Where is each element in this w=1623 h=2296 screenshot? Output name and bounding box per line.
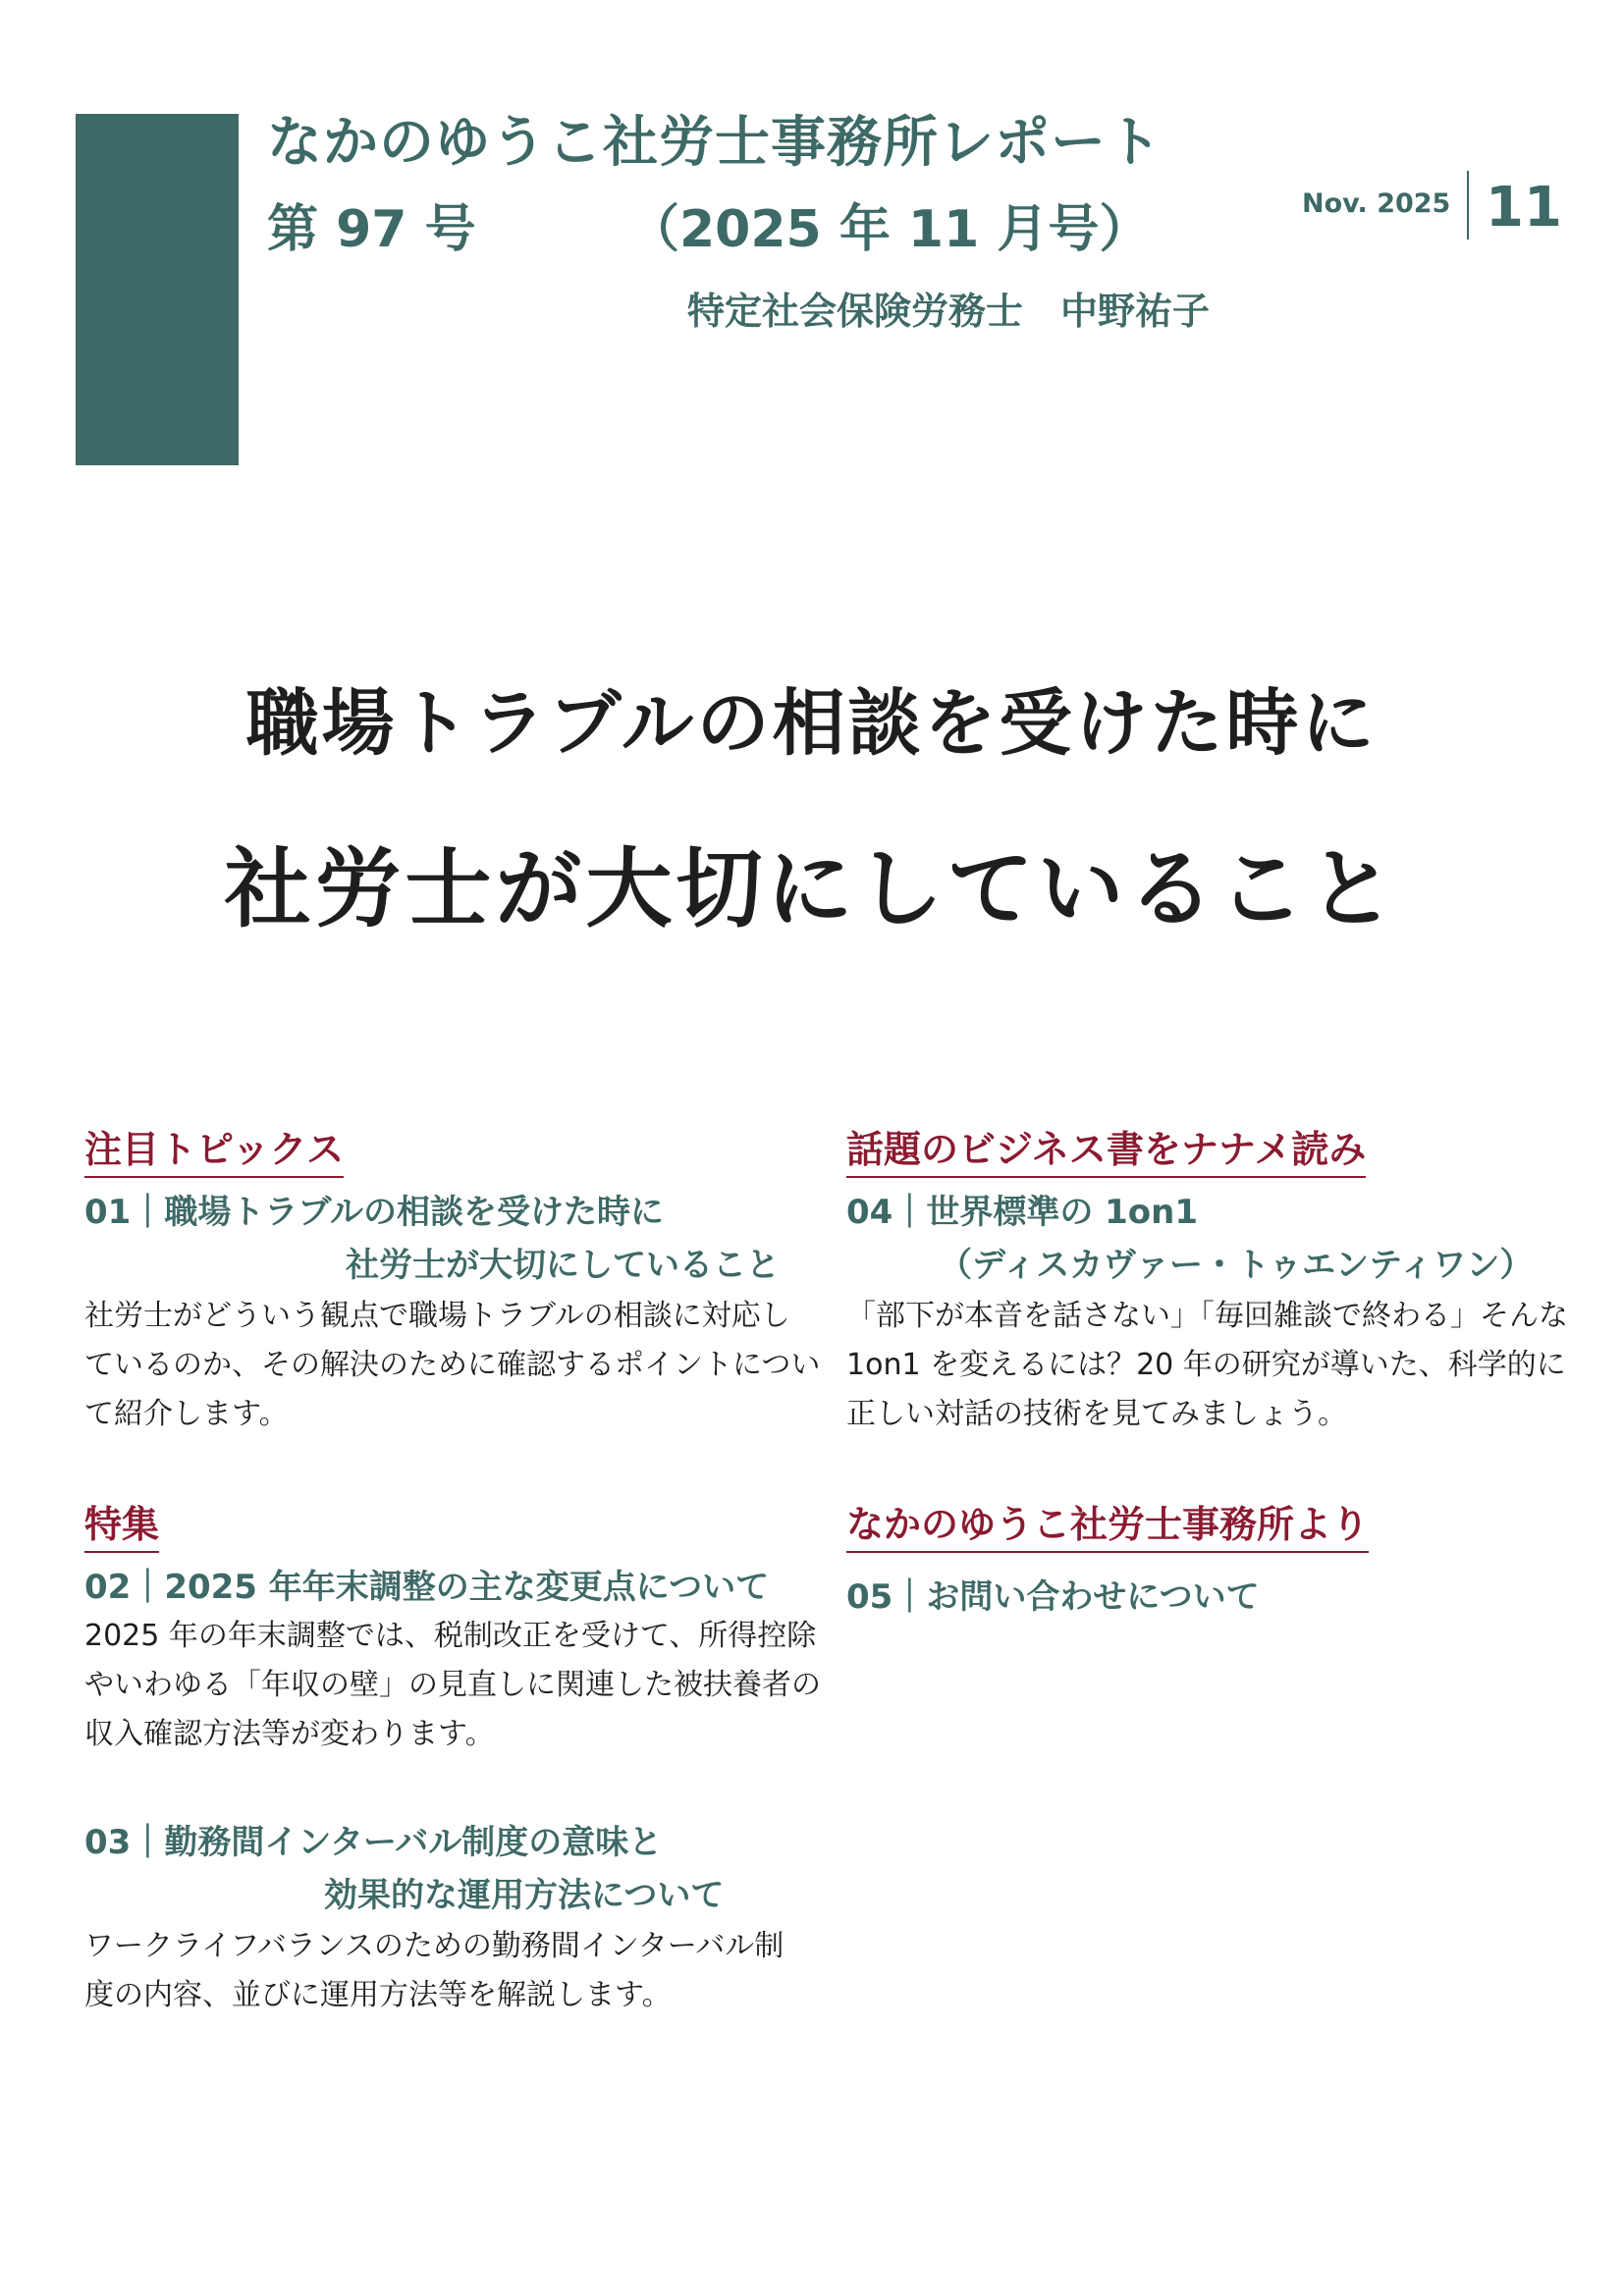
author-name: 特定社会保険労務士 中野祐子	[687, 290, 1211, 333]
header-divider	[1467, 171, 1469, 240]
month-number: 11	[1486, 176, 1562, 240]
item-01-body-line-1: 社労士がどういう観点で職場トラブルの相談に対応し	[84, 1299, 790, 1333]
item-03-title-line-2: 効果的な運用方法について	[324, 1876, 725, 1915]
headline-line-2: 社労士が大切にしていること	[224, 838, 1399, 939]
headline-line-1: 職場トラブルの相談を受けた時に	[245, 681, 1378, 766]
item-04-body-line-1: 「部下が本音を話さない」「毎回雑談で終わる」そんな	[846, 1299, 1568, 1333]
item-03-body-line-1: ワークライフバランスのための勤務間インターバル制	[84, 1929, 784, 1963]
item-02-body-line-2: やいわゆる「年収の壁」の見直しに関連した被扶養者の	[84, 1668, 821, 1702]
section-heading-topics: 注目トピックス	[84, 1131, 344, 1178]
item-05-title: 05｜お問い合わせについて	[846, 1577, 1260, 1617]
item-03-title-line-1: 03｜勤務間インターバル制度の意味と	[84, 1823, 663, 1862]
item-01-title-line-1: 01｜職場トラブルの相談を受けた時に	[84, 1193, 664, 1232]
item-01-title-line-2: 社労士が大切にしていること	[346, 1246, 780, 1285]
item-03-body-line-2: 度の内容、並びに運用方法等を解説します。	[84, 1978, 672, 2012]
item-02-body-line-1: 2025 年の年末調整では、税制改正を受けて、所得控除	[84, 1619, 817, 1653]
issue-date: （2025 年 11 月号）	[628, 200, 1151, 259]
item-04-title-line-1: 04｜世界標準の 1on1	[846, 1193, 1199, 1232]
section-heading-office: なかのゆうこ社労士事務所より	[846, 1506, 1369, 1553]
item-01-body-line-2: ているのか、その解決のために確認するポイントについ	[84, 1348, 821, 1382]
item-02-title: 02｜2025 年年末調整の主な変更点について	[84, 1568, 770, 1607]
item-02-body-line-3: 収入確認方法等が変わります。	[84, 1717, 495, 1751]
issue-number: 第 97 号	[267, 200, 476, 259]
item-04-body-line-2: 1on1 を変えるには？20 年の研究が導いた、科学的に	[846, 1348, 1566, 1382]
section-heading-feature: 特集	[84, 1506, 159, 1553]
item-04-title-line-2: （ディスカヴァー・トゥエンティワン）	[939, 1246, 1534, 1285]
item-04-body-line-3: 正しい対話の技術を見てみましょう。	[846, 1397, 1347, 1431]
item-01-body-line-3: て紹介します。	[84, 1397, 289, 1431]
newsletter-title: なかのゆうこ社労士事務所レポート	[267, 111, 1163, 175]
month-label: Nov. 2025	[1302, 188, 1451, 219]
header-accent-block	[76, 114, 239, 465]
section-heading-books: 話題のビジネス書をナナメ読み	[846, 1131, 1366, 1178]
